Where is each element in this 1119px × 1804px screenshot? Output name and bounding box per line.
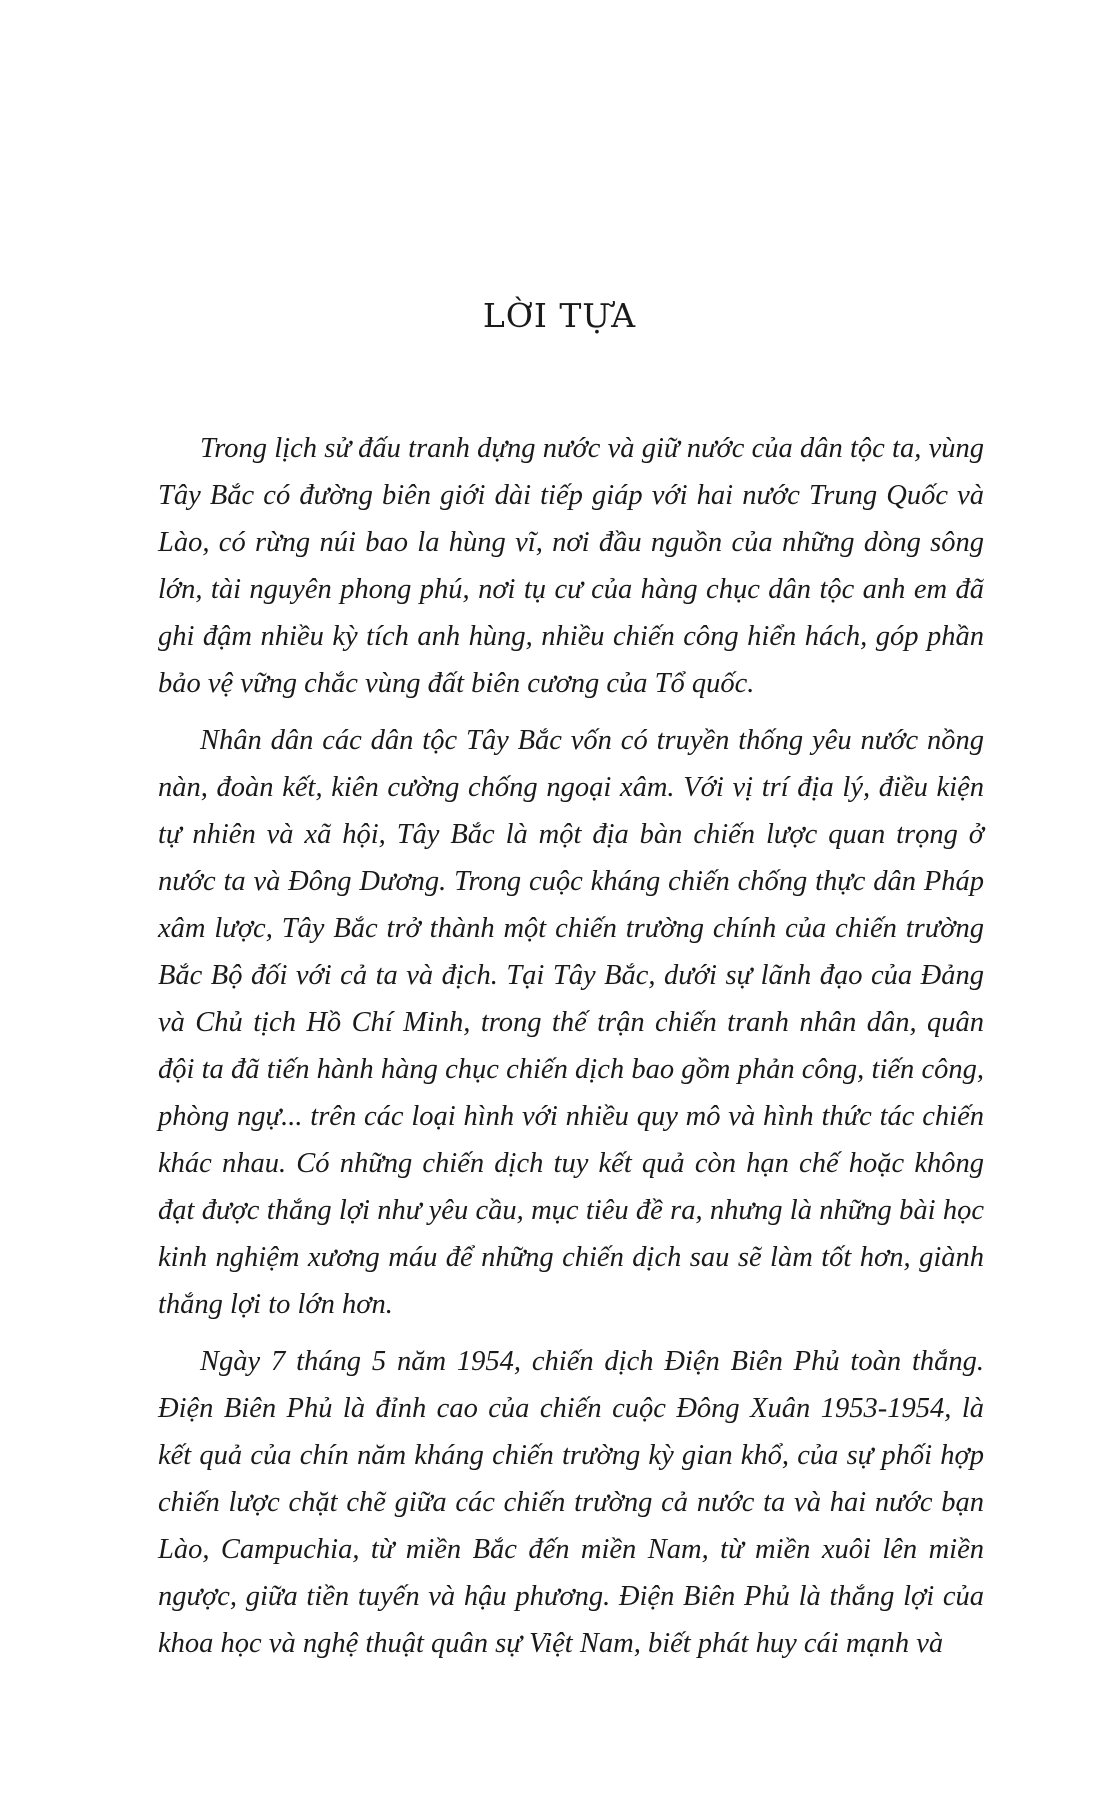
- page-title: LỜI TỰA: [482, 296, 637, 335]
- preface-body: [158, 425, 984, 1677]
- paragraph-1: Trong lịch sử đấu tranh dựng nước và giữ nước của dân tộc ta, vùng Tây Bắc có đường biên giới dài tiếp giáp với hai nước Trung Quốc và Lào, có rừng núi bao la hùng vĩ, nơi đầu nguồn của những dòng sông lớn, tài nguyên phong phú, nơi tụ cư của hàng chục dân tộc anh em đã ghi đậm nhiều kỳ tích anh hùng, nhiều chiến công hiển hách, góp phần bảo vệ vững chắc vùng đất biên cương của Tổ quốc.: [158, 433, 984, 699]
- paragraph-2: Nhân dân các dân tộc Tây Bắc vốn có truyền thống yêu nước nồng nàn, đoàn kết, kiên cường chống ngoại xâm. Với vị trí địa lý, điều kiện tự nhiên và xã hội, Tây Bắc là một địa bàn chiến lược quan trọng ở nước ta và Đông Dương. Trong cuộc kháng chiến chống thực dân Pháp xâm lược, Tây Bắc trở thành một chiến trường chính của chiến trường Bắc Bộ đối với cả ta và địch. Tại Tây Bắc, dưới sự lãnh đạo của Đảng và Chủ tịch Hồ Chí Minh, trong thế trận chiến tranh nhân dân, quân đội ta đã tiến hành hàng chục chiến dịch bao gồm phản công, tiến công, phòng ngự... trên các loại hình với nhiều quy mô và hình thức tác chiến khác nhau. Có những chiến dịch tuy kết quả còn hạn chế hoặc không đạt được thắng lợi như yêu cầu, mục tiêu đề ra, nhưng là những bài học kinh nghiệm xương máu để những chiến dịch sau sẽ làm tốt hơn, giành thắng lợi to lớn hơn.: [158, 725, 984, 1320]
- paragraph-3: Ngày 7 tháng 5 năm 1954, chiến dịch Điện Biên Phủ toàn thắng. Điện Biên Phủ là đỉnh cao của chiến cuộc Đông Xuân 1953-1954, là kết quả của chín năm kháng chiến trường kỳ gian khổ, của sự phối hợp chiến lược chặt chẽ giữa các chiến trường cả nước ta và hai nước bạn Lào, Campuchia, từ miền Bắc đến miền Nam, từ miền xuôi lên miền ngược, giữa tiền tuyến và hậu phương. Điện Biên Phủ là thắng lợi của khoa học và nghệ thuật quân sự Việt Nam, biết phát huy cái mạnh và: [158, 1346, 984, 1659]
